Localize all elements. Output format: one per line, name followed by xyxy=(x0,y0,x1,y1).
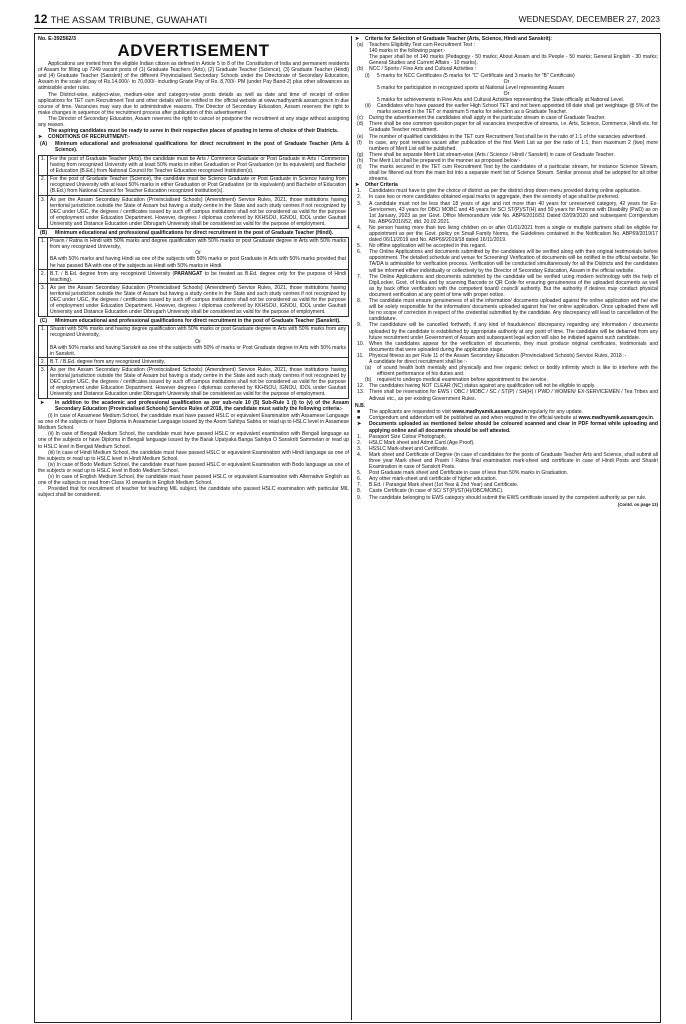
item-label: (a) xyxy=(357,42,364,49)
fine-arts-line: 5 marks for achievements in Fine Arts and Cultural Activities representing the State officially at National Level. xyxy=(377,96,625,103)
item-text: Physical fitness as per Rule 11 of the Assam Secondary Education (Provincialised Schools) Service Rules, 2018 :- xyxy=(369,352,627,359)
mil-english: (v) In case of English Medium School, the candidate must have passed HSLC or equivalent Examination with Alternative English as one of the subjects or read from Class XI onwards in English Medium School. xyxy=(38,474,349,487)
item-label: 8. xyxy=(357,298,362,305)
item-text: The number of qualified candidates in the TET cum Recruitment Test shall be in the ratio of 1:1 of the vacancies advertised. xyxy=(369,133,647,140)
item-text: The marks secured in the TET cum Recruitment Test by the candidates of a particular stream, for instance Science Stream, shall be filtered out from the main list into a separate merit list of Science Stream. Similar process shall be adopted for all other streams. xyxy=(369,163,658,183)
list-item xyxy=(355,322,658,340)
sanskrit-option-b: BA with 50% marks and having Sanskrit as one of the subjects with 50% of marks or Post Graduate degree in Arts with 50% marks in Sanskrit. xyxy=(50,344,346,357)
nb2-text: Corrigendum and addendum will be published as and when required in the official website at xyxy=(369,415,579,422)
item-label: (ii) xyxy=(365,103,371,110)
item-text: NCC / Sports / Fine Arts and Cultural Activities : xyxy=(369,66,477,73)
item-label: 6. xyxy=(357,249,362,256)
list-item xyxy=(355,341,658,353)
item-text: No person having more than two living children on or after 01/01/2021 from a single or multiple partners shall be eligible for appointment as per the Govt. policy on Small Family Norms, the Guidelines contained in the Notification No. ABP69/2019/17 dated 06/11/2019 and No. ABP69/2019/18 dated 16/11/2019. xyxy=(369,224,658,244)
other-criteria-heading-text: Other Criteria xyxy=(365,182,398,189)
criteria-heading-text: Criteria for Selection of Graduate Teacher (Arts, Science, Hindi and Sanskrit): xyxy=(365,36,553,42)
arrow-icon: ➤ xyxy=(357,421,362,428)
item-label: 11. xyxy=(357,352,364,359)
masthead xyxy=(34,12,660,29)
section-a-heading xyxy=(38,140,349,154)
mil-proviso: Provided that for recruitment of teacher for teaching MIL subject, the candidate who passed HSLC examination with particular MIL subject shall be considered. xyxy=(38,486,349,499)
masthead-date: WEDNESDAY, DECEMBER 27, 2023 xyxy=(518,14,660,24)
table-row xyxy=(39,270,349,284)
item-text: In case two or more candidates obtained equal marks in aggregate, then the seniority of age shall be preferred. xyxy=(369,194,620,201)
item-text: B.Ed. / Parangat Mark sheet (1st Year & 2nd Year) and Certificate. xyxy=(369,482,519,489)
hindi-option-b: BA with 50% marks and having Hindi as one of the subjects with 50% marks or post Graduate in Arts with 50% marks provided that he has passed BA with one of the subjects as Hindi with 50% marks in Hindi xyxy=(50,256,346,269)
item-label: 7. xyxy=(357,273,362,280)
item-text: The Online Applications and documents submitted by the candidates will be verified along with their original testimonials before appointment. The detailed schedule and venue for Screening/ Verification of documents will be notified in the official website. No TA/DA is admissible for verification process. Verification will be conducted simultaneously for all the Districts and the candidates will be informed either individually or collectively by the Director of Secondary Education, Assam in the official website. xyxy=(369,249,658,274)
nb1-text: The applicants are requested to visit xyxy=(369,409,453,416)
item-label: 10. xyxy=(357,340,365,347)
item-label: (i) xyxy=(357,163,362,170)
item-label: 5. xyxy=(357,470,362,477)
sports-line: 5 marks for participation in recognized sports at National Level representing Assam xyxy=(377,84,565,91)
item-text: No offline application will be accepted in this regard. xyxy=(369,243,487,250)
row-text xyxy=(48,270,349,284)
item-text: HSLC Mark sheet and Admit Card (Age Proof). xyxy=(369,439,475,446)
arrow-icon: ➤ xyxy=(38,134,43,141)
list-item xyxy=(355,225,658,243)
arrow-icon: ➤ xyxy=(355,36,360,42)
documents-heading xyxy=(355,421,658,433)
list-item xyxy=(355,452,658,470)
mil-bodo: (iv) In case of Bodo Medium School, the candidate must have passed HSLC or equivalent Examination with Bodo language as one of the subjects or read up to HSLC level in Bodo Medium School. xyxy=(38,461,349,474)
section-b-tag: (B) xyxy=(40,229,48,236)
item-label: 13. xyxy=(357,389,365,396)
item-label: 9. xyxy=(357,322,362,329)
section-b-title: Minimum educational and professional qualifications for direct recruitment in the post of Graduate Teacher (Hindi). xyxy=(55,229,334,236)
item-label: (d) xyxy=(357,121,364,128)
right-column xyxy=(355,36,658,508)
mil-bengali: (ii) In case of Bengali Medium School, the candidate must have passed HSLC or equivalent examination with Bengali language as one of the subjects or have Diploma in Bengali language issued by the Barak Upatyaka Banga Sahitya O Sanskriti Sammelan or read up to HSLC level in Bengali Medium School. xyxy=(38,431,349,450)
list-item xyxy=(355,201,658,225)
ad-title: ADVERTISEMENT xyxy=(117,41,270,61)
table-row xyxy=(39,155,349,175)
item-label: 12. xyxy=(357,383,365,390)
or-separator: Or xyxy=(503,78,510,85)
section-c-heading xyxy=(38,317,349,325)
mil-assamese: (i) In case of Assamese Medium School, the candidate must have passed HSLC or equivalent Examination with Assamese Language as one of the subjects or have Diploma in Assamese Language issued by the Axom Sahitya Sabha or read up to HSLC level in Assamese Medium School. xyxy=(38,413,349,432)
square-bullet-icon: ■ xyxy=(357,415,361,422)
item-text: A candidate must not be less than 18 years of age and not more than 40 years for unreserved category, 42 years for Ex-Servicemen, 43 years for OBC/ MOBC and 45 years for SC/ ST(P)/ST(H) and 50 years for Persons with Disability (PwD) as on 1st January, 2023 as per Govt. Office Memorandum vide No. ABP6/2016/51 Dated 02/09/2020 and subsequent Corrigendum No. ABP6/2016/52, dtd. 20.02.2021. xyxy=(369,200,658,225)
or-separator: Or xyxy=(195,338,201,345)
item-text: There shall be reservation for EWS / OBC / MOBC / SC / ST(P) / SH(H) / PWD / WOMEN/ EX-SERVICEMEN / Tea Tribes and Adivasi etc., as per existing Government Rules. xyxy=(369,389,658,402)
addition-heading-text: In addition to the academic and professional qualification as per sub-rule 10 (5) Sub-Rule 1 (i) to (v) of the Assam Secondary Education (Provincialised Schools) Service Rules of 2018, the candidate must satisfy the following criteria:- xyxy=(55,399,349,412)
list-item xyxy=(355,73,658,79)
item-label: 3. xyxy=(357,200,362,207)
section-c-tag: (C) xyxy=(40,317,48,324)
details-paragraph: The District-wise, subject-wise, medium-wise and category-wise posts details as well as date and time of receipt of online applications for TET cum Recruitment Test and other details will be notified in the official website at www.madhyamik.assam.gov.in in due course of time. Vacancies may vary due to administrative reasons. The Director of Secondary Education, Assam reserves the right to make changes in sequence of the recruitment process after publication of this advertisement. xyxy=(38,91,349,116)
table-row xyxy=(39,366,349,398)
item-text: There shall be one common question paper for all vacancies irrespective of streams, i.e. Arts, Science, Commerce, Hindi etc. for Graduate Teacher recruitment. xyxy=(369,121,658,134)
row-number: 2. xyxy=(39,358,48,366)
item-text: The Online Applications and documents submitted by the candidate will be verified using modern technology with the help of DigiLocker, Govt. of India and by scanning Barcode or QR Code for ensuring genuineness of the uploaded documents as well as by back office verification with the competent board/ council/ authority. But the authority if desires may conduct physical document verification at any point of time with proper notice. xyxy=(369,273,658,298)
aspiring-paragraph: The aspiring candidates must be ready to serve in their respective places of posting in terms of choice of their Districts. xyxy=(48,128,339,135)
addition-heading xyxy=(38,399,349,413)
item-label: (e) xyxy=(357,133,364,140)
fitness-intro: A candidate for direct recruitment shall be :- xyxy=(369,358,468,365)
item-text: Mark sheet and Certificate of Degree (in case of candidates for the posts of Graduate Teacher Arts and Science, shall submit all three year Mark sheet and Pravin / Ratna final examination mark-sheet and certificate in case of Hindi Posts and Shastri Examination in case of Sanskrit Posts. xyxy=(369,451,658,471)
paper-name: THE ASSAM TRIBUNE, GUWAHATI xyxy=(50,15,208,26)
tet-marks-line: 140 marks in the following paper:- xyxy=(369,48,446,55)
left-column xyxy=(38,36,349,498)
or-separator: Or xyxy=(503,90,510,97)
table-row xyxy=(39,284,349,316)
list-item xyxy=(355,365,658,377)
section-b-table xyxy=(38,237,349,317)
section-b-heading xyxy=(38,229,349,237)
item-text: When the candidates appear for the verification of documents, they must produce original certificates, testimonials and documents that were uploaded during the application stage. xyxy=(369,340,658,353)
row-number: 3. xyxy=(39,196,48,228)
item-label: (h) xyxy=(357,157,364,164)
row-text: As per the Assam Secondary Education (Provincialised Schools) (Amendment) Service Rules, 2021, those institutions having territorial jurisdiction outside the State of Assam but having a study centre in the State and such study centres if not recognized by DEC under UGC, the degrees / certificates issued by such off campus institutions shall not be considered as valid for the purpose of employment under Education Department. However, degrees / diplomas conferred by KKHSOU, IGNOU, IDOL under Gauhati University and Distance Education under Dibrugarh University shall be considered as valid for the purpose of employment. xyxy=(48,196,349,228)
arrow-icon: ➤ xyxy=(40,399,45,406)
reserve-paragraph: The Director of Secondary Education, Assam reserves the right to cancel or postpone the recruitment at any stage without assigning any reason. xyxy=(38,115,349,129)
continued-note: (Contd. on page 13) xyxy=(617,501,658,507)
section-a-title: Minimum educational and professional qualifications for direct recruitment in the post of Graduate Teacher (Arts & Science). xyxy=(55,141,349,154)
advertisement-frame xyxy=(34,33,661,1023)
row-text: As per the Assam Secondary Education (Provincialised Schools) (Amendment) Service Rules, 2021, those institutions having territorial jurisdiction outside the State of Assam but having a study centre in the State and such study centres if not recognized by DEC under UGC, the degrees / certificates issued by such off campus institutions shall not be considered as valid for the purpose of employment under Education Department. However degrees / diplomas conferred by KKHSOU, IGNOU, IDOL under Gauhati University and Distance Education under Dibrugarh University shall be considered as valid for the purpose of employment. xyxy=(48,366,349,398)
item-label: 9. xyxy=(357,494,362,501)
masthead-left xyxy=(34,12,207,26)
mil-hindi: (iii) In case of Hindi Medium School, the candidate must have passed HSLC or equivalent Examination with Hindi language as one of the subjects or read up to HSLC level in Hindi Medium School. xyxy=(38,449,349,462)
item-label: (f) xyxy=(357,139,362,146)
item-text: Candidates must have to give the choice of district as per the district drop down menu provided during online application. xyxy=(369,188,641,195)
item-label: (b) xyxy=(365,377,372,384)
row-text: For the post of Graduate Teacher (Arts), the candidate must be Arts / Commerce Graduate or Post Graduate in Arts / Commerce having from recognized University with at least 50% marks in either Graduation or Post Graduation (or its equivalent) and Bachelor of Education (B.Ed.) from National Council for Teacher Education recognized Institution(s). xyxy=(48,155,349,175)
column-divider xyxy=(351,36,352,1020)
item-label: 2. xyxy=(357,194,362,201)
item-label: (c) xyxy=(357,115,363,122)
item-label: (g) xyxy=(357,151,364,158)
arrow-icon: ➤ xyxy=(355,182,360,189)
item-text: required to undergo medical examination before appointment to the service. xyxy=(377,377,548,384)
or-separator: Or xyxy=(195,250,201,257)
list-item xyxy=(355,495,658,501)
item-text: Any other mark-sheet and certificate of higher education. xyxy=(369,476,497,483)
row-number: 1. xyxy=(39,155,48,175)
row-number: 2. xyxy=(39,175,48,195)
row-number: 3. xyxy=(39,366,48,398)
item-text: 5 marks for NCC Certificates (5 marks for "C" Certificate and 3 marks for "B" Certificate) xyxy=(377,72,575,79)
website-link[interactable]: www.madhyamik.assam.gov.in xyxy=(578,415,653,422)
item-text: Candidates who have passed the earlier High School TET and not been appointed till date shall get weightage @ 5% of the marks secured in the TET or maximum 5 marks for selection as a Graduate Teacher. xyxy=(377,103,658,116)
page-number: 12 xyxy=(34,12,48,26)
square-bullet-icon: ■ xyxy=(357,409,361,416)
item-label: 4. xyxy=(357,224,362,231)
item-label: (b) xyxy=(357,66,364,73)
item-text: Teachers Eligibility Test cum Recruitment Test : xyxy=(369,42,475,49)
table-row xyxy=(39,196,349,228)
row-text xyxy=(48,325,349,357)
list-item xyxy=(355,103,658,115)
item-label: 3. xyxy=(357,445,362,452)
item-text: The candidature will be cancelled forthwith, if any kind of fraudulence/ discrepancy regarding any information / documents uploaded by the candidate is established by appropriate authority at any point of time. The candidate will be debarred from any future recruitment under Government of Assam and subsequent legal action will also be initiated against such candidate. xyxy=(369,322,658,341)
row-number: 1. xyxy=(39,325,48,357)
item-text: of sound health both mentally and physically and free organic defect or bodily infirmity which is like to interfere with the efficient performance of his duties and xyxy=(377,365,658,378)
item-text: In case, any post remains vacant after publication of the first Merit List as per the ratio of 1:1, then maximum 2 (two) more numbers of Merit List will be published. xyxy=(369,139,658,152)
item-text: Passport Size Colour Photograph. xyxy=(369,433,447,440)
item-label: 5. xyxy=(357,243,362,250)
website-link[interactable]: www.madhyamik.assam.gov.in xyxy=(452,409,527,416)
conditions-heading-text: CONDITIONS OF RECRUITMENT:- xyxy=(48,134,130,141)
list-item xyxy=(355,121,658,133)
intro-paragraph: Applications are invited from the eligible Indian citizen as defined in Article 5 to 8 of the Constitution of India and permanent residents of Assam for filling up 7249 vacant posts of (1) Graduate Teachers (Arts), (2) Graduate Teacher (Science), (3) Graduate Teacher (Hindi) and (4) Graduate Teacher (Sanskrit) of the different Provincialised Secondary Schools under the Directorate of Secondary Education, Assam in the scale of pay of Rs.14,000/- to 70,000/- including Grade Pay of Rs. 8,700/- PM (under Pay Band-2) plus other allowances as admissible under rules. xyxy=(38,61,349,92)
list-item xyxy=(355,249,658,273)
item-text: There shall be separate Merit List stream-wise (Arts / Science / Hindi / Sanskrit) in case of Graduate Teacher. xyxy=(369,151,615,158)
row-number: 1. xyxy=(39,237,48,269)
section-a-table xyxy=(38,155,349,229)
item-text: Caste Certificate (in case of SC/ ST(P)/ST(H)/OBC/MOBC). xyxy=(369,488,504,495)
item-label: 6. xyxy=(357,476,362,483)
item-label: 7. xyxy=(357,482,362,489)
list-item xyxy=(355,274,658,298)
list-item xyxy=(355,164,658,182)
row-text: B.T. / B.Ed. degree from any recognized University. xyxy=(48,358,349,366)
row-number: 3. xyxy=(39,284,48,316)
row-number: 2. xyxy=(39,270,48,284)
item-label: 2. xyxy=(357,439,362,446)
item-label: 1. xyxy=(357,188,362,195)
nb2-text-tail: . xyxy=(652,415,655,422)
item-label: 4. xyxy=(357,451,362,458)
table-row xyxy=(39,325,349,357)
item-label: 1. xyxy=(357,433,362,440)
item-text: Post Graduate mark sheet and Certificate in case of less than 50% marks in Graduation. xyxy=(369,470,569,477)
table-row xyxy=(39,175,349,195)
section-a-tag: (A) xyxy=(40,141,48,148)
table-row xyxy=(39,358,349,366)
list-item xyxy=(355,140,658,152)
tet-paper-line: The paper shall be of 140 marks (Pedagogy - 50 marks; About Assam and its People - 50 marks; General English - 30 marks; General Studies and Current Affairs - 10 marks). xyxy=(369,54,658,67)
bed-text: B.T. / B.Ed. degree from any recognized University ( xyxy=(50,270,175,277)
list-item xyxy=(355,389,658,401)
item-text: The candidates having NOT CLEAR (NC) status against any qualification will not be eligible to apply. xyxy=(369,383,596,390)
item-label: (i) xyxy=(365,72,370,79)
nb-label: N.B. xyxy=(355,403,366,410)
item-label: (a) xyxy=(365,365,372,372)
item-label: 8. xyxy=(357,488,362,495)
documents-heading-text: Documents uploaded as mentioned below should be coloured scanned and clear in PDF format while uploading and applying online and all documents should be self attested. xyxy=(369,421,658,434)
item-text: During the advertisement the candidates shall apply in the particular stream in case of Graduate Teacher. xyxy=(369,115,606,122)
bed-text-tail: to be treated as B.Ed. degree only for the purpose of Hindi teaching). xyxy=(50,270,346,283)
ad-reference: No. E-392562/3 xyxy=(38,36,77,42)
table-row xyxy=(39,237,349,269)
list-item xyxy=(355,298,658,322)
row-text: As per the Assam Secondary Education (Provincialised Schools) (Amendment) Service Rules, 2021, those institutions having territorial jurisdiction outside the State of Assam but having a study centre in the State and such study centres if not recognized by DEC under UGC, the degrees / certificates issued by such off campus institutions shall not be considered as valid for the purpose of employment under Education Department. However, degrees / diplomas conferred by KKHSOU, IGNOU, IDOL under Gauhati University and Distance Education under Dibrugarh University shall be considered as valid for the purpose of employment. xyxy=(48,284,349,316)
row-text xyxy=(48,237,349,269)
sanskrit-option-a: Shastri with 50% marks and having degree qualification with 50% marks or post Graduate degree in Arts with 50% marks from any recognized University, xyxy=(50,326,346,339)
section-c-title: Minimum educational and professional qualifications for direct recruitment in the post of Graduate Teacher (Sanskrit). xyxy=(55,317,341,324)
row-text: For the post of Graduate Teacher (Science), the candidate must be Science Graduate or Post Graduate in Science having from recognized University with at least 50% marks in either Graduation or Post Graduation (or its equivalent) and Bachelor of Education (B.Ed.) from National Council for Teacher Education recognized Institution(s). xyxy=(48,175,349,195)
parangat-text: PARANGAT xyxy=(174,270,203,277)
nb1-text-tail: regularly for any update. xyxy=(526,409,584,416)
item-text: The candidate must ensure genuineness of all the information/ documents uploaded against the online application and he/ she will be solely responsible for the information/ documents uploaded against his/ her online application. Once uploaded there will be no scope of correction in respect of the credential submitted by the candidate. Any discrepancy will lead to cancellation of the candidature. xyxy=(369,298,658,323)
item-text: The candidate belonging to EWS category should submit the EWS certificate issued by the competent authority as per rule. xyxy=(369,494,647,501)
hindi-option-a: Pravin / Ratna in Hindi with 50% marks and degree qualification with 50% marks or post Graduate degree in Arts with 50% marks from any recognized University, xyxy=(50,238,346,251)
section-c-table xyxy=(38,325,349,399)
item-text: The Merit List shall be prepared in the manner as proposed below:- xyxy=(369,157,521,164)
item-text: HSSLC Mark-sheet and Certificate. xyxy=(369,445,449,452)
